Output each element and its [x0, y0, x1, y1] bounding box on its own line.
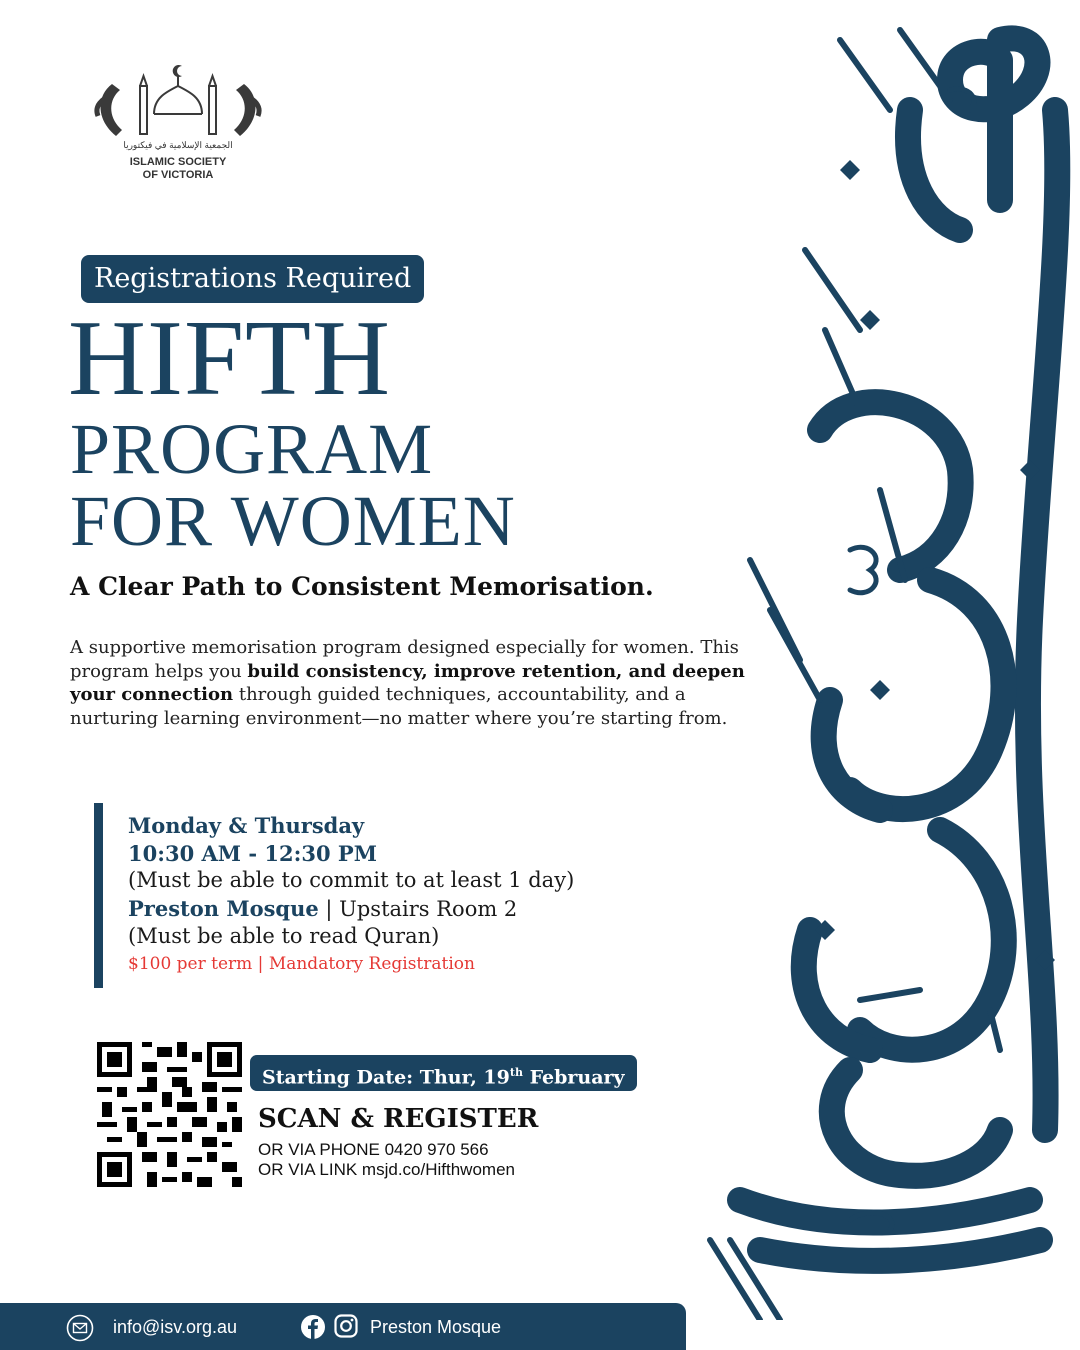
- start-date-prefix: Starting Date: Thur, 19: [262, 1066, 510, 1089]
- facebook-icon[interactable]: [300, 1314, 326, 1340]
- location-room: Upstairs Room 2: [339, 896, 518, 921]
- phone-contact[interactable]: OR VIA PHONE 0420 970 566: [258, 1140, 489, 1159]
- details-accent-bar: [94, 803, 103, 988]
- calligraphy-decoration-icon: [700, 0, 1080, 1320]
- mosque-hands-icon: [92, 62, 264, 140]
- location-name: Preston Mosque: [128, 895, 319, 921]
- start-date-ordinal: th: [509, 1066, 523, 1079]
- instagram-icon[interactable]: [334, 1314, 358, 1338]
- footer-email[interactable]: info@isv.org.au: [113, 1317, 237, 1337]
- start-date-suffix: February: [522, 1066, 625, 1089]
- location-separator: |: [318, 896, 340, 921]
- schedule-days: Monday & Thursday: [128, 813, 365, 838]
- subtitle: A Clear Path to Consistent Memorisation.: [70, 572, 654, 601]
- mail-icon[interactable]: [66, 1314, 94, 1342]
- starting-date-badge: [250, 1055, 637, 1091]
- logo-arabic-text: الجمعية الإسلامية في فيكتوريا: [123, 140, 233, 150]
- program-description: [70, 636, 770, 730]
- description-text-2: through guided techniques, accountability, and a nurturing learning environment—no matter where you’re starting from.: [70, 684, 728, 729]
- link-contact[interactable]: OR VIA LINK msjd.co/Hifthwomen: [258, 1160, 515, 1179]
- schedule-time: 10:30 AM - 12:30 PM: [128, 840, 377, 866]
- qr-code-icon[interactable]: [97, 1042, 242, 1187]
- schedule-details: [128, 812, 574, 978]
- logo-name-line2: OF VICTORIA: [142, 169, 214, 181]
- logo-name-line1: ISLAMIC SOCIETY: [129, 156, 227, 168]
- description-bold: build consistency, improve retention, and deepen your connection: [70, 660, 745, 705]
- location-line: [128, 895, 574, 924]
- isv-logo: [92, 62, 264, 190]
- footer-social-handle[interactable]: Preston Mosque: [370, 1317, 502, 1337]
- commit-note: (Must be able to commit to at least 1 day): [128, 868, 575, 892]
- scan-register-heading: SCAN & REGISTER: [258, 1104, 539, 1134]
- title-for-women: FOR WOMEN: [70, 481, 516, 561]
- quran-note: (Must be able to read Quran): [128, 924, 440, 948]
- title-hifth: HIFTH: [68, 299, 391, 418]
- title-program: PROGRAM: [70, 409, 434, 489]
- registrations-required-badge: Registrations Required: [81, 255, 424, 303]
- description-text-1: A supportive memorisation program designed especially for women. This program helps you: [70, 637, 739, 682]
- fee-note: $100 per term | Mandatory Registration: [128, 953, 475, 974]
